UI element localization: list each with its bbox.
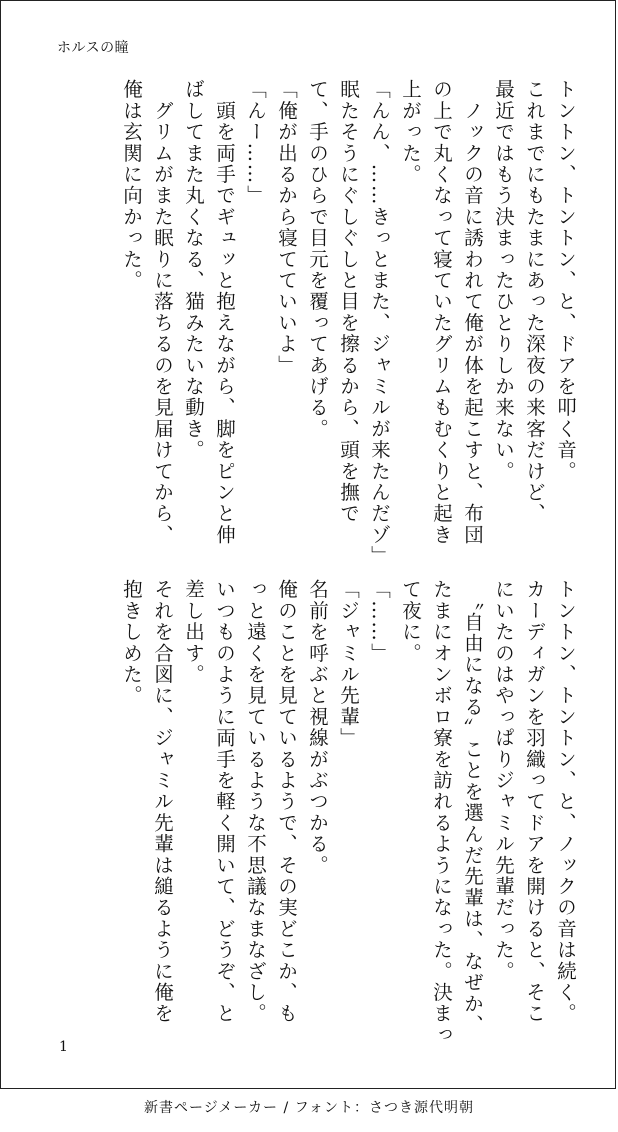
text-line: っと遠くを見ているような不思議なまなざし。 xyxy=(244,579,267,1025)
text-line: カーディガンを羽織ってドアを開けると、そこ xyxy=(523,579,546,1025)
footer-credit: 新書ページメーカー / フォント：さつき源代明朝 xyxy=(144,1100,474,1116)
text-line: ばしてまた丸くなる、猫みたいな動き。 xyxy=(182,79,205,461)
text-line: それを合図に、ジャミル先輩は縋るように俺を xyxy=(151,579,174,1025)
text-line: て夜に。 xyxy=(399,579,422,664)
text-line: 「……」 xyxy=(368,579,391,664)
text-line: 眠たそうにぐしぐしと目を擦るから、頭を撫で xyxy=(337,79,360,525)
text-line: て、手のひらで目元を覆ってあげる。 xyxy=(306,79,329,440)
text-line: 頭を両手でギュッと抱えながら、脚をピンと伸 xyxy=(213,79,236,546)
text-line: 俺のことを見ているようで、その実どこか、も xyxy=(275,579,298,1025)
text-line: 差し出す。 xyxy=(182,579,205,685)
text-line: 「んー……」 xyxy=(244,79,267,207)
text-line: 「んん、……きっとまた、ジャミルが来たんだゾ」 xyxy=(368,79,391,567)
text-line: トントン、トントン、と、ドアを叩く音。 xyxy=(554,79,577,482)
text-line: いつものように両手を軽く開いて、どうぞ、と xyxy=(213,579,236,1025)
book-title: ホルスの瞳 xyxy=(57,40,130,56)
text-line: 最近ではもう決まったひとりしか来ない。 xyxy=(492,79,515,482)
bottom-text-block xyxy=(51,579,581,1046)
text-line: の上で丸くなって寝ていたグリムもむくりと起き xyxy=(430,79,453,546)
text-line: 〝自由になる〟ことを選んだ先輩は、なぜか、 xyxy=(461,579,484,1036)
text-line: トントン、トントン、と、ノックの音は続く。 xyxy=(554,579,577,1025)
top-text-block xyxy=(51,79,581,567)
text-line: 「ジャミル先輩」 xyxy=(337,579,360,749)
text-line: ノックの音に誘われて俺が体を起こすと、布団 xyxy=(461,79,484,546)
text-line: これまでにもたまにあった深夜の来客だけど、 xyxy=(523,79,546,525)
text-line: 名前を呼ぶと視線がぶつかる。 xyxy=(306,579,329,876)
page-number: 1 xyxy=(59,1039,68,1055)
text-line: グリムがまた眠りに落ちるのを見届けてから、 xyxy=(151,79,174,546)
text-line: 俺は玄関に向かった。 xyxy=(120,79,143,291)
text-line: にいたのはやっぱりジャミル先輩だった。 xyxy=(492,579,515,982)
text-line: 抱きしめた。 xyxy=(120,579,143,707)
text-line: 上がった。 xyxy=(399,79,422,185)
text-line: 「俺が出るから寝てていいよ」 xyxy=(275,79,298,376)
text-line: たまにオンボロ寮を訪れるようになった。決まっ xyxy=(430,579,453,1046)
